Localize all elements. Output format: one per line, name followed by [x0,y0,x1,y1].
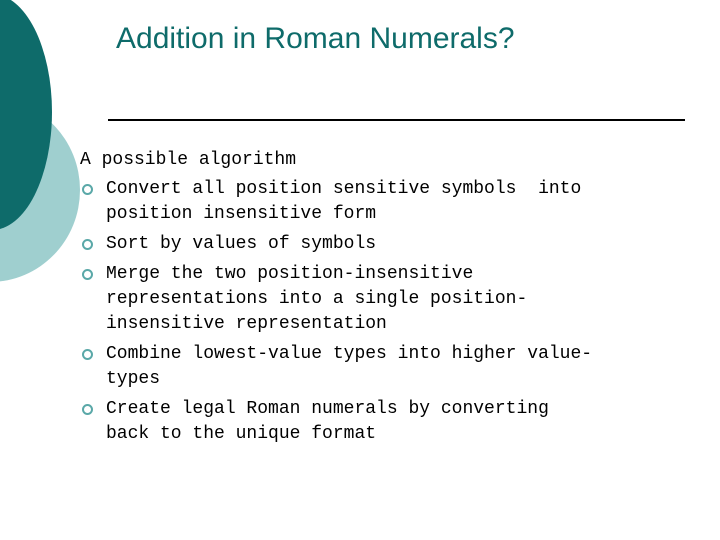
bullet-icon [82,349,93,360]
intro-line: A possible algorithm [80,150,297,170]
bullet-text-line: Combine lowest-value types into higher value- [106,344,593,364]
title-underline [108,119,685,121]
bullet-text-line: position insensitive form [106,204,377,224]
bullet-text-line: Convert all position sensitive symbols into [106,179,582,199]
list-item [80,232,700,257]
bullet-text-line: insensitive representation [106,314,387,334]
bullet-icon [82,239,93,250]
bullet-icon [82,269,93,280]
list-item [80,262,700,337]
bullet-text-line: types [106,369,161,389]
bullet-text-line: Sort by values of symbols [106,234,377,254]
slide-title: Addition in Roman Numerals? [116,22,515,55]
bullet-icon [82,184,93,195]
bullet-text-line: representations into a single position- [106,289,528,309]
bullet-list [80,177,700,447]
list-item [80,342,700,392]
slide-content [80,148,700,452]
list-item [80,397,700,447]
bullet-icon [82,404,93,415]
list-item [80,177,700,227]
bullet-text-line: Merge the two position-insensitive [106,264,474,284]
bullet-text-line: Create legal Roman numerals by converting [106,399,549,419]
bullet-text-line: back to the unique format [106,424,377,444]
